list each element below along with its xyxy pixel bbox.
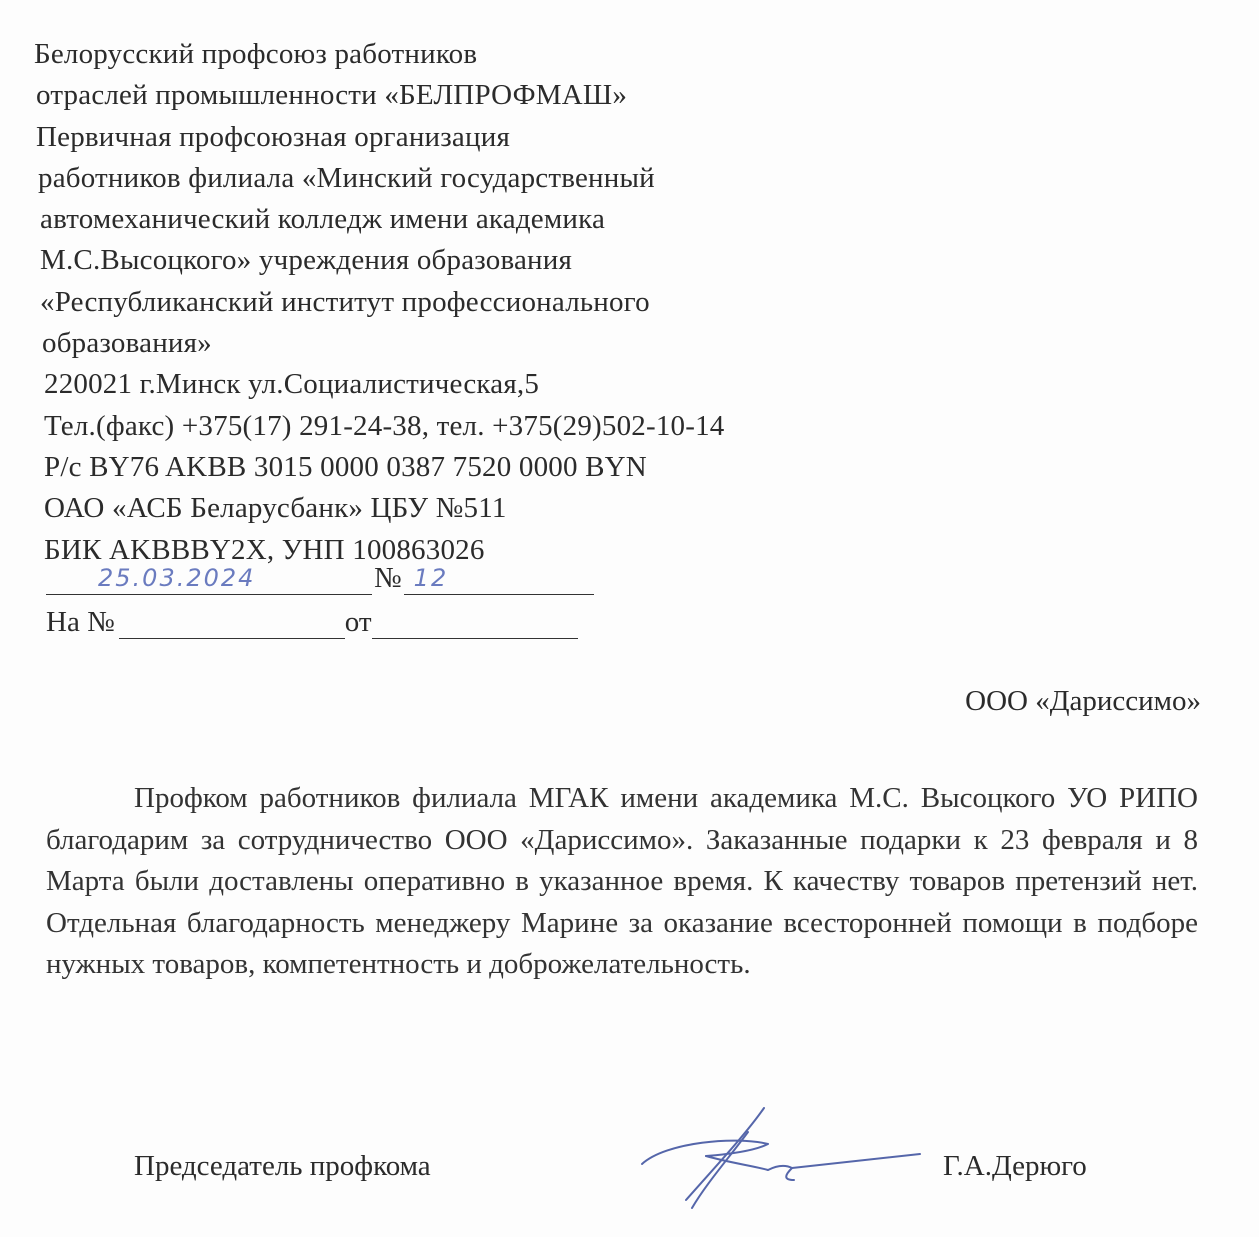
incoming-date-field [372,604,578,639]
incoming-number-field [119,604,345,639]
letterhead-line: Первичная профсоюзная организация [36,120,510,153]
letterhead-line: образования» [42,327,212,360]
outgoing-number-field [404,560,594,595]
outgoing-date-handwritten: 25.03.2024 [98,564,256,592]
letterhead [34,34,854,571]
handwritten-signature [636,1104,926,1214]
letterhead-account: Р/с BY76 AKBB 3015 0000 0387 7520 0000 BYN [44,450,647,483]
letterhead-line: автомеханический колледж имени академика [40,203,606,236]
letterhead-line: отраслей промышленности «БЕЛПРОФМАШ» [36,79,628,112]
letterhead-line: М.С.Высоцкого» учреждения образования [40,244,573,277]
letterhead-bank: ОАО «АСБ Беларусбанк» ЦБУ №511 [44,492,507,525]
incoming-number-label: На № [46,606,115,638]
letter-body: Профком работников филиала МГАК имени академика М.С. Высоцкого УО РИПО благодарим за сотрудничество ООО «Дариссимо». Заказанные подарки к 23 февраля и 8 Марта были доставлены оперативно в указанное время. К качеству товаров претензий нет. Отдельная благодарность менеджеру Марине за оказание всесторонней помощи в подборе нужных товаров, компетентность и доброжелательность. [46,782,1198,980]
signatory-role: Председатель профкома [134,1150,431,1182]
recipient: ООО «Дариссимо» [965,685,1201,717]
incoming-from-label: от [344,606,372,638]
letterhead-bik: БИК AKBBBY2X, УНП 100863026 [44,533,485,566]
outgoing-reference [46,560,594,595]
letterhead-phone: Тел.(факс) +375(17) 291-24-38, тел. +375(29)502-10-14 [44,409,725,442]
letterhead-line: Белорусский профсоюз работников [34,38,478,70]
incoming-reference [46,604,578,639]
letterhead-line: «Республиканский институт профессионального [40,285,650,318]
outgoing-number-label: № [374,562,402,594]
signatory-name: Г.А.Дерюго [943,1150,1087,1182]
outgoing-number-handwritten: 12 [413,564,449,592]
letterhead-address: 220021 г.Минск ул.Социалистическая,5 [44,368,540,401]
outgoing-date-field [46,560,372,595]
letterhead-line: работников филиала «Минский государственный [38,161,655,194]
